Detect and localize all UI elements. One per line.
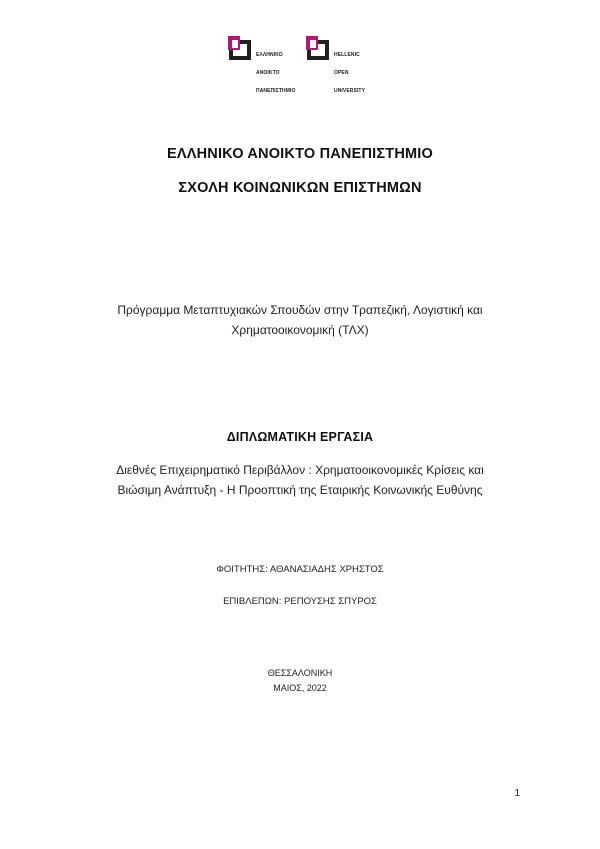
thesis-label: ΔΙΠΛΩΜΑΤΙΚΗ ΕΡΓΑΣΙΑ <box>226 430 374 444</box>
greek-logo <box>228 34 306 94</box>
hou-logo-mark-icon <box>306 36 332 62</box>
hou-logo-mark-icon <box>228 36 254 62</box>
page-number: 1 <box>514 788 520 799</box>
student-name: ΦΟΙΤΗΤΗΣ: ΑΘΑΝΑΣΙΑΔΗΣ ΧΡΗΣΤΟΣ <box>216 564 384 575</box>
english-logo <box>306 34 378 94</box>
city: ΘΕΣΣΑΛΟΝΙΚΗ <box>267 668 333 678</box>
program-line-2: Χρηματοοικονομική (ΤΛΧ) <box>231 323 369 337</box>
english-logo-line-1: HELLENIC <box>334 52 360 58</box>
date: ΜΑΙΟΣ, 2022 <box>273 683 327 693</box>
supervisor-name: ΕΠΙΒΛΕΠΩΝ: ΡΕΠΟΥΣΗΣ ΣΠΥΡΟΣ <box>223 596 377 607</box>
thesis-title <box>0 460 600 500</box>
program-line-1: Πρόγραμμα Μεταπτυχιακών Σπουδών στην Τραπεζική, Λογιστική και <box>117 303 483 317</box>
program-name <box>0 300 600 340</box>
school-title: ΣΧΟΛΗ ΚΟΙΝΩΝΙΚΩΝ ΕΠΙΣΤΗΜΩΝ <box>178 180 422 196</box>
greek-logo-text <box>256 40 295 106</box>
english-logo-text <box>334 40 365 106</box>
thesis-title-line-2: Βιώσιμη Ανάπτυξη - Η Προοπτική της Εταιρικής Κοινωνικής Ευθύνης <box>117 483 483 497</box>
english-logo-line-2: OPEN <box>334 70 349 76</box>
university-title: ΕΛΛΗΝΙΚΟ ΑΝΟΙΚΤΟ ΠΑΝΕΠΙΣΤΗΜΙΟ <box>167 146 433 162</box>
greek-logo-line-1: ΕΛΛΗΝΙΚΟ <box>256 52 283 58</box>
logo-group <box>228 34 378 94</box>
thesis-title-line-1: Διεθνές Επιχειρηματικό Περιβάλλον : Χρηματοοικονομικές Κρίσεις και <box>116 463 484 477</box>
greek-logo-line-2: ΑΝΟΙΚΤΟ <box>256 70 280 76</box>
english-logo-line-3: UNIVERSITY <box>334 88 366 94</box>
greek-logo-line-3: ΠΑΝΕΠΙΣΤΗΜΙΟ <box>256 88 296 94</box>
